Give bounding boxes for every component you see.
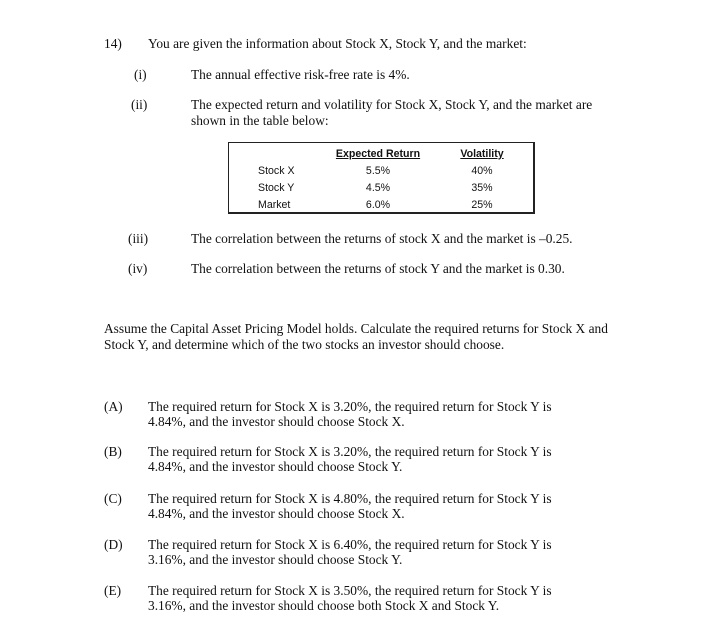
choice-text-c-line1: The required return for Stock X is 4.80%, the required return for Stock Y is xyxy=(148,491,552,506)
row-name-stock-x: Stock X xyxy=(258,165,295,177)
question-intro: You are given the information about Stock X, Stock Y, and the market: xyxy=(148,36,527,51)
header-volatility: Volatility xyxy=(460,148,504,160)
question-prompt: Assume the Capital Asset Pricing Model holds. Calculate the required returns for Stock X and Stock Y, and determine which of the two stocks an investor should choose. xyxy=(104,321,608,352)
choice-label-d: (D) xyxy=(104,537,123,552)
item-text-iii: The correlation between the returns of stock X and the market is –0.25. xyxy=(191,231,573,246)
item-label-iii: (iii) xyxy=(128,231,149,246)
item-text-ii: The expected return and volatility for Stock X, Stock Y, and the market are shown in the table below: xyxy=(191,97,593,128)
choice-text-a-line1: The required return for Stock X is 3.20%, the required return for Stock Y is xyxy=(148,399,552,414)
choice-text-b-line2: 4.84%, and the investor should choose Stock Y. xyxy=(148,459,403,474)
row-volatility-stock-y: 35% xyxy=(471,182,493,194)
choice-text-d-line2: 3.16%, and the investor should choose Stock Y. xyxy=(148,552,403,567)
item-label-ii: (ii) xyxy=(131,97,148,112)
item-label-iv: (iv) xyxy=(128,261,148,276)
item-text-i: The annual effective risk-free rate is 4%. xyxy=(191,67,410,82)
choice-text-b-line1: The required return for Stock X is 3.20%, the required return for Stock Y is xyxy=(148,444,552,459)
choice-text-a-line2: 4.84%, and the investor should choose Stock X. xyxy=(148,414,405,429)
choice-text-e-line1: The required return for Stock X is 3.50%, the required return for Stock Y is xyxy=(148,583,552,598)
row-volatility-market: 25% xyxy=(471,199,493,211)
row-return-stock-y: 4.5% xyxy=(365,182,391,194)
choice-label-c: (C) xyxy=(104,491,122,506)
choice-text-c-line2: 4.84%, and the investor should choose Stock X. xyxy=(148,506,405,521)
choice-label-b: (B) xyxy=(104,444,122,459)
row-name-stock-y: Stock Y xyxy=(258,182,295,194)
row-return-stock-x: 5.5% xyxy=(365,165,391,177)
choice-text-e-line2: 3.16%, and the investor should choose both Stock X and Stock Y. xyxy=(148,598,500,613)
item-label-i: (i) xyxy=(134,67,147,82)
choice-text-d-line1: The required return for Stock X is 6.40%, the required return for Stock Y is xyxy=(148,537,552,552)
item-text-iv: The correlation between the returns of stock Y and the market is 0.30. xyxy=(191,261,565,276)
choice-label-e: (E) xyxy=(104,583,122,598)
choice-label-a: (A) xyxy=(104,399,123,414)
question-number: 14) xyxy=(104,36,122,51)
row-return-market: 6.0% xyxy=(365,199,391,211)
row-volatility-stock-x: 40% xyxy=(471,165,493,177)
row-name-market: Market xyxy=(258,199,291,211)
header-expected-return: Expected Return xyxy=(335,148,421,160)
